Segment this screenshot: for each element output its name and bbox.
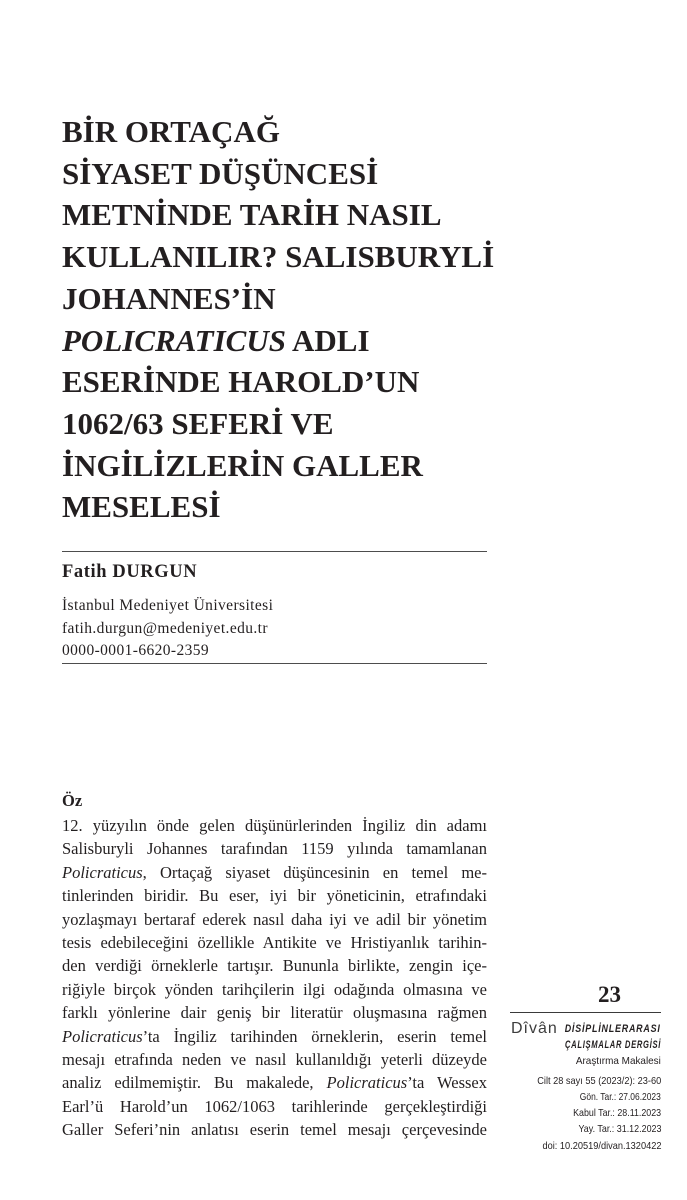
doi: doi: 10.20519/divan.1320422 — [542, 1140, 661, 1152]
work-title: Policraticus — [62, 1026, 143, 1046]
title-line: BİR ORTAÇAĞ — [62, 114, 280, 149]
abstract-line: Salisburyli Johannes tarafından 1159 yılında tamamlanan — [62, 839, 487, 859]
author-email: fatih.durgun@medeniyet.edu.tr — [62, 619, 268, 637]
abstract-heading: Öz — [62, 791, 83, 810]
article-title — [62, 111, 494, 528]
title-line: JOHANNES’İN — [62, 280, 276, 316]
abstract-body — [62, 814, 487, 1142]
title-line: ESERİNDE HAROLD’UN — [62, 364, 420, 400]
journal-logo-subtitle-line-1: DİSİPLİNLERARASI — [565, 1023, 661, 1035]
author-name: Fatih DURGUN — [62, 562, 198, 582]
submission-date: Gön. Tar.: 27.06.2023 — [579, 1091, 661, 1103]
title-line-text: ADLI — [285, 322, 370, 358]
issue-info: Cilt 28 sayı 55 (2023/2): 23-60 — [536, 1075, 661, 1087]
work-title: Policraticus — [62, 862, 143, 882]
abstract-line: yozlaşmayı bertaraf ederek nasıl daha iyi ve adil bir yönetim — [62, 909, 487, 929]
author-affiliation: İstanbul Medeniyet Üniversitesi — [62, 597, 274, 614]
abstract-line — [62, 861, 487, 884]
journal-rule — [510, 1012, 661, 1013]
title-line: İNGİLİZLERİN GALLER — [62, 447, 423, 483]
title-line: SİYASET DÜŞÜNCESİ — [62, 155, 379, 191]
abstract-line: 12. yüzyılın önde gelen düşünürlerinden İngiliz din adamı — [62, 816, 487, 835]
abstract-line: farklı yönlerine dair geniş bir literatür oluşmasına rağmen — [62, 1003, 487, 1023]
journal-logo-subtitle-line-2: ÇALIŞMALAR DERGİSİ — [565, 1039, 661, 1051]
title-line: METNİNDE TARİH NASIL — [62, 197, 442, 233]
publication-date: Yay. Tar.: 31.12.2023 — [577, 1123, 661, 1135]
title-work-name: POLICRATICUS — [62, 322, 286, 358]
title-line: MESELESİ — [62, 489, 221, 525]
title-line: 1062/63 SEFERİ VE — [62, 405, 334, 441]
separator-line-bottom — [62, 663, 487, 664]
abstract-line: Earl’ü Harold’un 1062/1063 tarihlerinde gerçekleştirdiği — [62, 1096, 487, 1116]
journal-logo-name: Dîvân — [511, 1020, 558, 1037]
separator-line-top — [62, 551, 487, 552]
abstract-line: mesajı etrafında neden ve nasıl kullanıldığı yeterli düzeyde — [62, 1050, 487, 1070]
page-number: 23 — [598, 982, 621, 1007]
author-orcid: 0000-0001-6620-2359 — [62, 642, 210, 659]
abstract-line — [62, 1025, 487, 1048]
author-details — [62, 595, 273, 663]
abstract-line — [62, 1071, 487, 1094]
acceptance-date: Kabul Tar.: 28.11.2023 — [573, 1107, 661, 1119]
abstract-line: Galler Seferi’nin anlatısı eserin temel mesajı çerçevesinde — [62, 1120, 487, 1140]
abstract-line-text: analiz edilmemiştir. Bu makalede, — [62, 1073, 327, 1093]
abstract-line-text: ’ta İngiliz tarihinden örneklerin, eserin temel — [142, 1026, 487, 1046]
abstract-line-text: ’ta Wessex — [407, 1073, 487, 1093]
abstract-line-text: , Ortaçağ siyaset düşüncesinin en temel me- — [142, 862, 487, 882]
title-line: KULLANILIR? SALISBURYLİ — [62, 239, 495, 275]
abstract-line: den verdiği örneklerle tartışır. Bununla birlikte, zengin içe- — [62, 956, 487, 976]
title-line — [62, 320, 494, 362]
abstract-line: tesis edebileceğini özellikle Antikite ve Hristiyanlık tarihin- — [62, 933, 487, 953]
work-title: Policraticus — [326, 1073, 408, 1093]
abstract-line: riğiyle birçok yönden tarihçilerin ilgi odağında olmasına ve — [62, 979, 487, 999]
article-type: Araştırma Makalesi — [576, 1055, 661, 1067]
abstract-line: tinlerinden biridir. Bu eser, iyi bir yöneticinin, etrafındaki — [62, 886, 487, 906]
